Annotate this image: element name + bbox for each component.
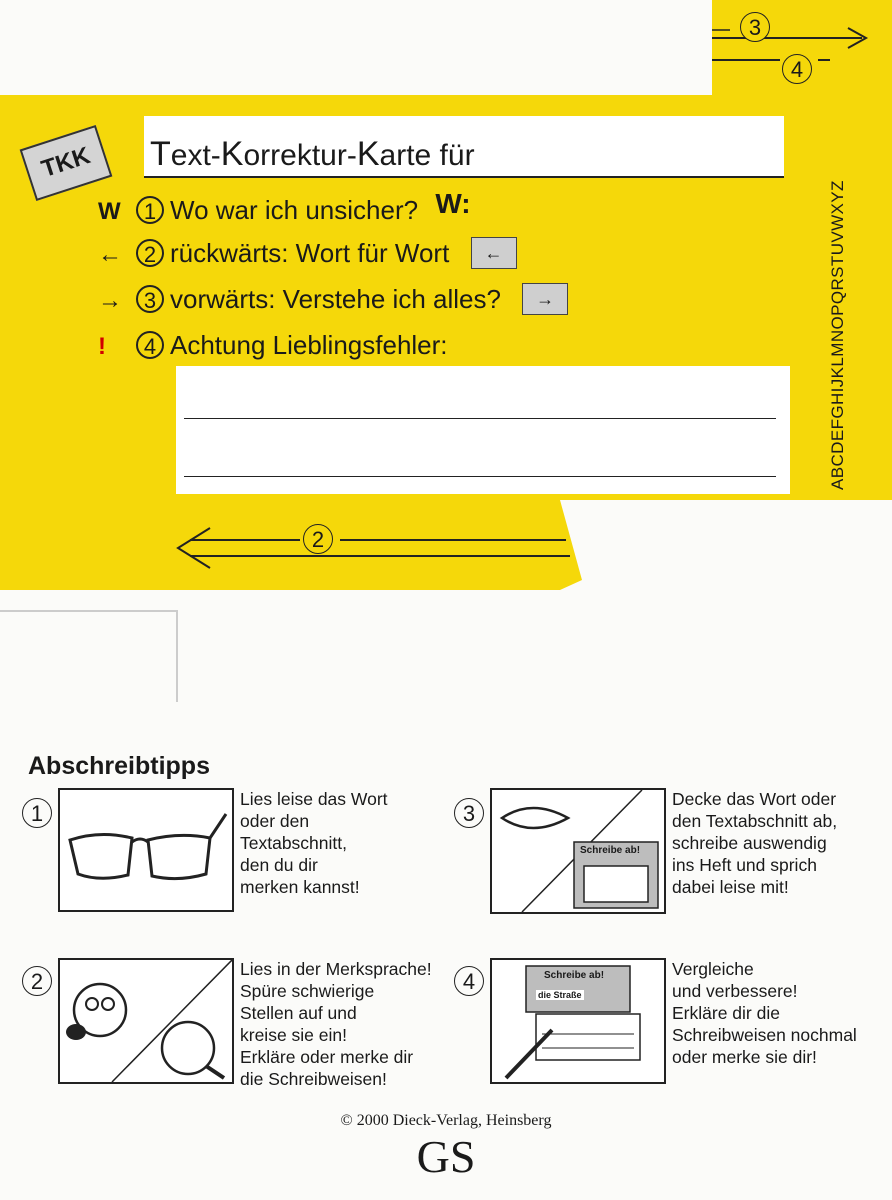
tip-2-number: 2	[22, 966, 52, 996]
step-1-number: 1	[136, 196, 164, 224]
tip-2-text: Lies in der Merksprache! Spüre schwierige Stellen auf und kreise sie ein! Erkläre oder merke dir die Schreibweisen!	[240, 959, 432, 1089]
note-line	[184, 418, 776, 419]
alphabet-strip: ABCDEFGHIJKLMNOPQRSTUVWXYZ	[828, 180, 847, 490]
tip-4-text: Vergleiche und verbessere! Erkläre dir die Schreibweisen nochmal oder merke sie dir!	[672, 959, 857, 1067]
arrow-number-4: 4	[782, 54, 812, 84]
step-3-mark: →	[98, 287, 122, 314]
tip-4-label: Schreibe ab!	[544, 970, 605, 981]
step-3-number: 3	[136, 285, 164, 313]
copyright: © 2000 Dieck-Verlag, Heinsberg	[340, 1112, 552, 1129]
step-1	[98, 188, 471, 226]
step-2	[98, 238, 517, 271]
lips-icon	[490, 788, 666, 914]
compare-icon	[490, 958, 666, 1084]
arrow-number-3: 3	[740, 12, 770, 42]
step-3-text: vorwärts: Verstehe ich alles?	[170, 284, 501, 314]
tip-3-label: Schreibe ab!	[580, 845, 641, 856]
step-2-mark: ←	[98, 241, 122, 268]
step-1-extra: W:	[435, 188, 471, 219]
tip-3-number: 3	[454, 798, 484, 828]
dog-icon	[58, 958, 234, 1084]
arrow-number-2: 2	[303, 524, 333, 554]
tkk-logo: TKK	[20, 125, 113, 201]
step-3	[98, 284, 568, 317]
step-4-mark: !	[98, 333, 106, 360]
step-4-text: Achtung Lieblingsfehler:	[170, 330, 448, 360]
tips-heading: Abschreibtipps	[28, 752, 210, 780]
backspace-key-icon: ←	[471, 237, 517, 269]
publisher-logo: GS	[416, 1131, 476, 1182]
tip-4-word: die Straße	[538, 990, 582, 1000]
glasses-icon	[58, 788, 234, 912]
notes-box[interactable]	[176, 366, 790, 494]
card-tab	[0, 610, 178, 702]
enter-key-icon: →	[522, 283, 568, 315]
tip-1-text: Lies leise das Wort oder den Textabschnitt, den du dir merken kannst!	[240, 789, 388, 897]
step-2-number: 2	[136, 239, 164, 267]
tip-4-number: 4	[454, 966, 484, 996]
tip-1-number: 1	[22, 798, 52, 828]
step-4-number: 4	[136, 331, 164, 359]
tip-3-text: Decke das Wort oder den Textabschnitt ab, schreibe auswendig ins Heft und sprich dabei leise mit!	[672, 789, 838, 897]
card-title: Text-Korrektur-Karte für	[144, 116, 784, 178]
step-2-text: rückwärts: Wort für Wort	[170, 238, 450, 268]
step-1-text: Wo war ich unsicher?	[170, 195, 419, 225]
step-4	[98, 330, 448, 361]
note-line	[184, 476, 776, 477]
step-1-mark: W	[98, 198, 121, 225]
